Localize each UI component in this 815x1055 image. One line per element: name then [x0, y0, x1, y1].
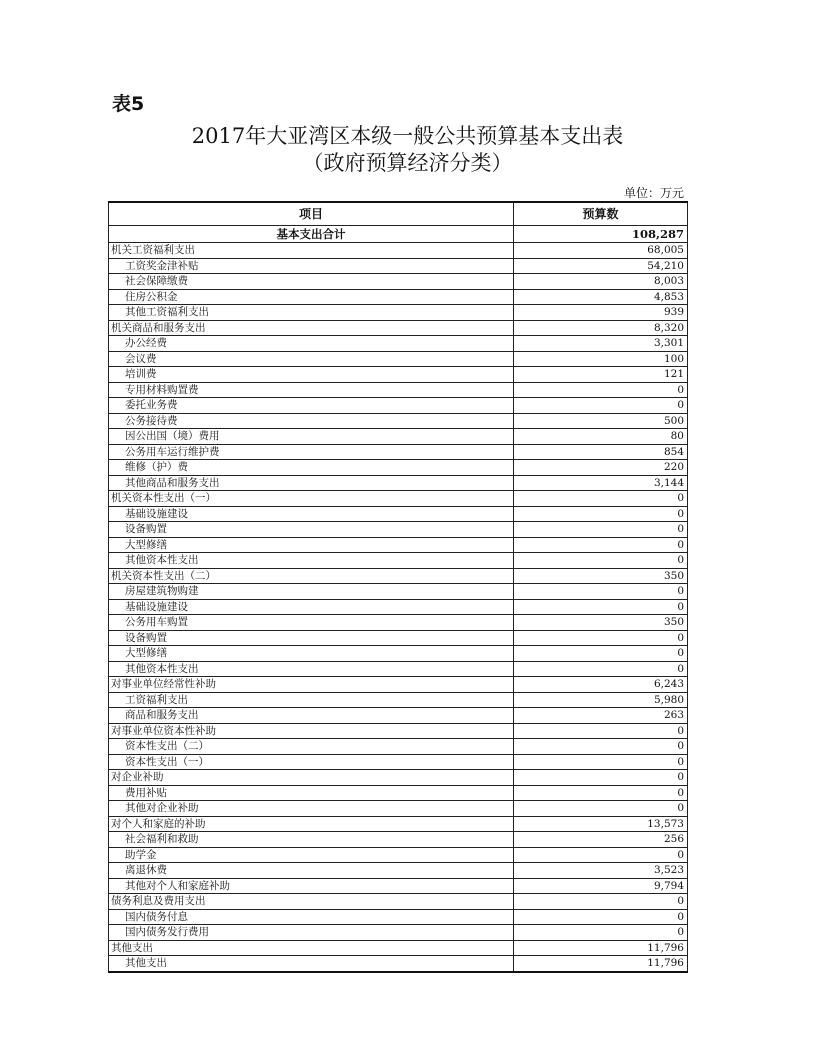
amount-cell: 9,794 [514, 878, 688, 894]
subcategory-label: 助学金 [109, 847, 514, 863]
table-row [109, 491, 688, 507]
table-header-row [109, 202, 688, 226]
amount-cell: 0 [514, 754, 688, 770]
amount-cell: 11,796 [514, 956, 688, 972]
table-row [109, 878, 688, 894]
amount-cell: 121 [514, 367, 688, 383]
total-value: 108,287 [514, 226, 688, 243]
document-title: 2017年大亚湾区本级一般公共预算基本支出表 [191, 124, 624, 148]
table-row [109, 925, 688, 941]
amount-cell: 8,003 [514, 274, 688, 290]
subcategory-label: 住房公积金 [109, 289, 514, 305]
amount-cell: 6,243 [514, 677, 688, 693]
budget-table [108, 201, 688, 973]
subcategory-label: 公务用车购置 [109, 615, 514, 631]
table-row [109, 692, 688, 708]
amount-cell: 0 [514, 661, 688, 677]
table-row [109, 677, 688, 693]
amount-cell: 0 [514, 553, 688, 569]
subcategory-label: 工资奖金津补贴 [109, 258, 514, 274]
amount-cell: 0 [514, 770, 688, 786]
table-row [109, 801, 688, 817]
subcategory-label: 基础设施建设 [109, 506, 514, 522]
table-row [109, 475, 688, 491]
table-row [109, 661, 688, 677]
amount-cell: 263 [514, 708, 688, 724]
table-row [109, 754, 688, 770]
subcategory-label: 因公出国（境）费用 [109, 429, 514, 445]
column-header-item: 项目 [109, 202, 514, 226]
amount-cell: 0 [514, 506, 688, 522]
amount-cell: 0 [514, 925, 688, 941]
table-row [109, 770, 688, 786]
subcategory-label: 设备购置 [109, 522, 514, 538]
subcategory-label: 费用补贴 [109, 785, 514, 801]
amount-cell: 0 [514, 909, 688, 925]
subcategory-label: 社会福利和救助 [109, 832, 514, 848]
category-label: 其他支出 [109, 940, 514, 956]
table-row [109, 413, 688, 429]
amount-cell: 0 [514, 491, 688, 507]
unit-label: 单位：万元 [623, 186, 684, 200]
amount-cell: 3,523 [514, 863, 688, 879]
table-row [109, 537, 688, 553]
amount-cell: 80 [514, 429, 688, 445]
amount-cell: 0 [514, 646, 688, 662]
amount-cell: 8,320 [514, 320, 688, 336]
total-label: 基本支出合计 [109, 226, 514, 243]
amount-cell: 939 [514, 305, 688, 321]
table-row [109, 398, 688, 414]
category-label: 债务利息及费用支出 [109, 894, 514, 910]
table-row [109, 274, 688, 290]
amount-cell: 0 [514, 537, 688, 553]
table-row [109, 584, 688, 600]
subcategory-label: 维修（护）费 [109, 460, 514, 476]
subcategory-label: 公务接待费 [109, 413, 514, 429]
table-row [109, 832, 688, 848]
table-row [109, 429, 688, 445]
table-row [109, 382, 688, 398]
amount-cell: 54,210 [514, 258, 688, 274]
table-row [109, 243, 688, 259]
subcategory-label: 其他对个人和家庭补助 [109, 878, 514, 894]
amount-cell: 3,301 [514, 336, 688, 352]
subcategory-label: 专用材料购置费 [109, 382, 514, 398]
table-row [109, 739, 688, 755]
amount-cell: 0 [514, 801, 688, 817]
subcategory-label: 大型修缮 [109, 646, 514, 662]
subcategory-label: 工资福利支出 [109, 692, 514, 708]
amount-cell: 0 [514, 630, 688, 646]
subcategory-label: 设备购置 [109, 630, 514, 646]
table-row [109, 894, 688, 910]
table-row [109, 444, 688, 460]
total-row [109, 226, 688, 243]
table-row [109, 568, 688, 584]
table-row [109, 909, 688, 925]
subcategory-label: 其他资本性支出 [109, 661, 514, 677]
amount-cell: 500 [514, 413, 688, 429]
table-row [109, 258, 688, 274]
subcategory-label: 国内债务付息 [109, 909, 514, 925]
table-row [109, 506, 688, 522]
amount-cell: 3,144 [514, 475, 688, 491]
amount-cell: 0 [514, 847, 688, 863]
table-row [109, 785, 688, 801]
column-header-amount: 预算数 [514, 202, 688, 226]
subcategory-label: 基础设施建设 [109, 599, 514, 615]
table-row [109, 522, 688, 538]
table-row [109, 305, 688, 321]
amount-cell: 0 [514, 382, 688, 398]
amount-cell: 100 [514, 351, 688, 367]
amount-cell: 220 [514, 460, 688, 476]
amount-cell: 11,796 [514, 940, 688, 956]
subcategory-label: 其他支出 [109, 956, 514, 972]
category-label: 对企业补助 [109, 770, 514, 786]
category-label: 对事业单位经常性补助 [109, 677, 514, 693]
amount-cell: 0 [514, 723, 688, 739]
amount-cell: 0 [514, 584, 688, 600]
table-row [109, 940, 688, 956]
subcategory-label: 公务用车运行维护费 [109, 444, 514, 460]
amount-cell: 350 [514, 568, 688, 584]
table-row [109, 553, 688, 569]
table-row [109, 289, 688, 305]
subcategory-label: 其他商品和服务支出 [109, 475, 514, 491]
table-row [109, 816, 688, 832]
table-row [109, 336, 688, 352]
category-label: 机关工资福利支出 [109, 243, 514, 259]
document-subtitle: （政府预算经济分类） [302, 151, 513, 175]
amount-cell: 5,980 [514, 692, 688, 708]
table-row [109, 956, 688, 972]
table-number: 表5 [112, 93, 145, 115]
category-label: 对个人和家庭的补助 [109, 816, 514, 832]
amount-cell: 0 [514, 398, 688, 414]
subcategory-label: 会议费 [109, 351, 514, 367]
amount-cell: 256 [514, 832, 688, 848]
table-row [109, 630, 688, 646]
subcategory-label: 其他资本性支出 [109, 553, 514, 569]
amount-cell: 68,005 [514, 243, 688, 259]
table-row [109, 863, 688, 879]
amount-cell: 13,573 [514, 816, 688, 832]
subcategory-label: 资本性支出（一） [109, 754, 514, 770]
table-row [109, 367, 688, 383]
amount-cell: 350 [514, 615, 688, 631]
subcategory-label: 大型修缮 [109, 537, 514, 553]
subcategory-label: 委托业务费 [109, 398, 514, 414]
table-row [109, 599, 688, 615]
table-row [109, 723, 688, 739]
subcategory-label: 其他对企业补助 [109, 801, 514, 817]
amount-cell: 0 [514, 522, 688, 538]
subcategory-label: 办公经费 [109, 336, 514, 352]
table-row [109, 847, 688, 863]
subcategory-label: 商品和服务支出 [109, 708, 514, 724]
amount-cell: 0 [514, 739, 688, 755]
amount-cell: 4,853 [514, 289, 688, 305]
subcategory-label: 国内债务发行费用 [109, 925, 514, 941]
table-row [109, 615, 688, 631]
amount-cell: 0 [514, 894, 688, 910]
category-label: 对事业单位资本性补助 [109, 723, 514, 739]
category-label: 机关资本性支出（一） [109, 491, 514, 507]
subcategory-label: 社会保障缴费 [109, 274, 514, 290]
category-label: 机关商品和服务支出 [109, 320, 514, 336]
subcategory-label: 房屋建筑物购建 [109, 584, 514, 600]
amount-cell: 0 [514, 599, 688, 615]
subcategory-label: 离退休费 [109, 863, 514, 879]
table-row [109, 460, 688, 476]
amount-cell: 854 [514, 444, 688, 460]
table-row [109, 646, 688, 662]
category-label: 机关资本性支出（二） [109, 568, 514, 584]
table-row [109, 351, 688, 367]
subcategory-label: 其他工资福利支出 [109, 305, 514, 321]
subcategory-label: 资本性支出（二） [109, 739, 514, 755]
subcategory-label: 培训费 [109, 367, 514, 383]
table-row [109, 320, 688, 336]
amount-cell: 0 [514, 785, 688, 801]
table-row [109, 708, 688, 724]
